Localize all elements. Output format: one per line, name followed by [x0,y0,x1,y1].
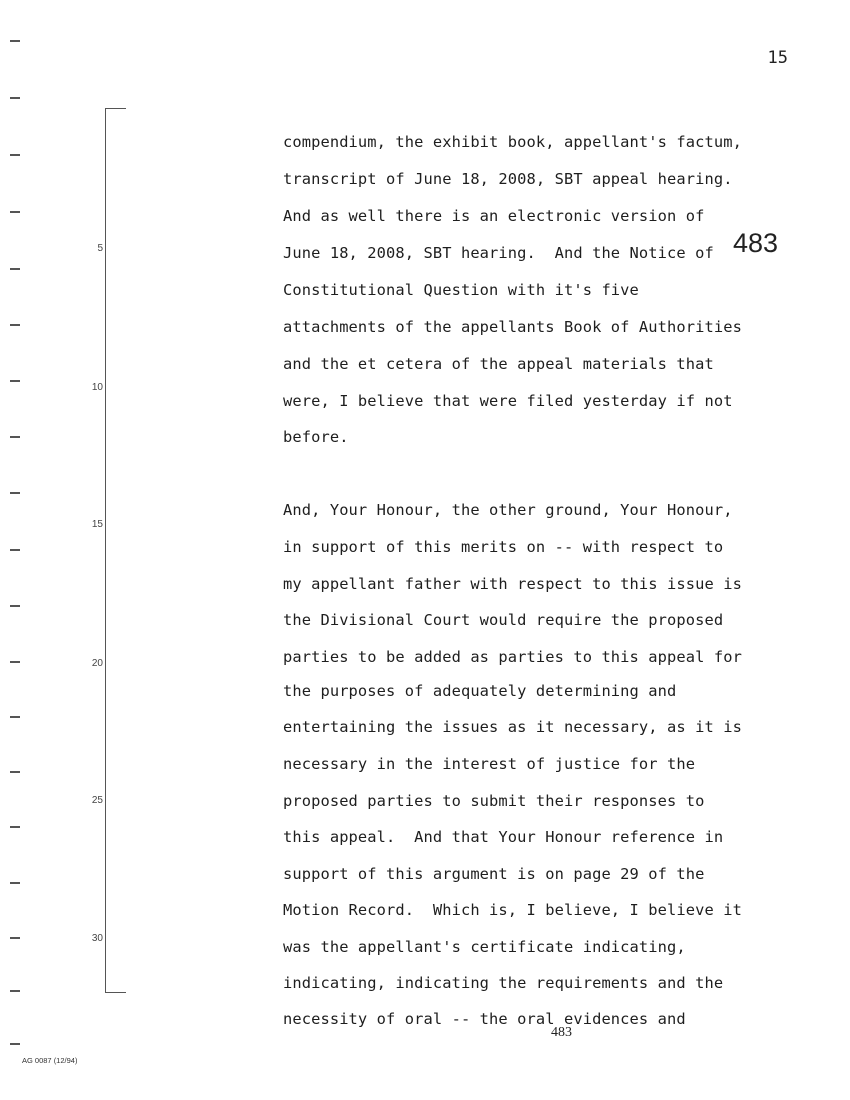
transcript-line: the Divisional Court would require the proposed [283,611,724,629]
margin-tick [10,154,20,156]
transcript-line: and the et cetera of the appeal materials that [283,355,714,373]
margin-tick [10,1043,20,1045]
margin-tick [10,40,20,42]
margin-tick [10,436,20,438]
line-number: 5 [97,243,103,254]
margin-tick [10,549,20,551]
margin-tick [10,937,20,939]
transcript-line: compendium, the exhibit book, appellant's factum, [283,133,742,151]
margin-tick [10,661,20,663]
margin-tick [10,990,20,992]
margin-tick [10,716,20,718]
margin-tick [10,492,20,494]
transcript-line: indicating, indicating the requirements and the [283,974,724,992]
margin-tick [10,324,20,326]
margin-tick [10,771,20,773]
margin-tick [10,605,20,607]
transcript-line: parties to be added as parties to this appeal for [283,648,742,666]
transcript-line: Motion Record. Which is, I believe, I believe it [283,901,742,919]
transcript-line: entertaining the issues as it necessary, as it is [283,718,742,736]
transcript-line: attachments of the appellants Book of Authorities [283,318,742,336]
transcript-line: this appeal. And that Your Honour reference in [283,828,724,846]
page-number: 15 [767,48,788,68]
transcript-line: June 18, 2008, SBT hearing. And the Notice of [283,244,714,262]
margin-tick [10,268,20,270]
margin-tick [10,97,20,99]
margin-tick [10,380,20,382]
transcript-line: And, Your Honour, the other ground, Your Honour, [283,501,733,519]
transcript-line: before. [283,428,349,446]
bottom-page-number: 483 [551,1025,572,1040]
margin-tick [10,826,20,828]
transcript-line: in support of this merits on -- with respect to [283,538,724,556]
transcript-line: were, I believe that were filed yesterday if not [283,392,733,410]
transcript-line: was the appellant's certificate indicating, [283,938,686,956]
line-number: 30 [91,933,103,944]
transcript-line: the purposes of adequately determining and [283,682,677,700]
transcript-line: my appellant father with respect to this issue is [283,575,742,593]
stamp-number: 483 [733,228,779,258]
transcript-line: proposed parties to submit their responses to [283,792,705,810]
line-number: 15 [91,519,103,530]
transcript-line: Constitutional Question with it's five [283,281,639,299]
margin-tick [10,882,20,884]
line-number: 10 [91,382,103,393]
transcript-line: necessary in the interest of justice for the [283,755,696,773]
line-number: 20 [91,658,103,669]
form-code: AG 0087 (12/94) [22,1056,78,1065]
margin-tick [10,211,20,213]
line-number-bracket [105,108,126,993]
transcript-line: necessity of oral -- the oral evidences and [283,1010,686,1028]
transcript-line: support of this argument is on page 29 of the [283,865,705,883]
transcript-line: transcript of June 18, 2008, SBT appeal hearing. [283,170,733,188]
transcript-line: And as well there is an electronic version of [283,207,705,225]
line-number: 25 [91,795,103,806]
